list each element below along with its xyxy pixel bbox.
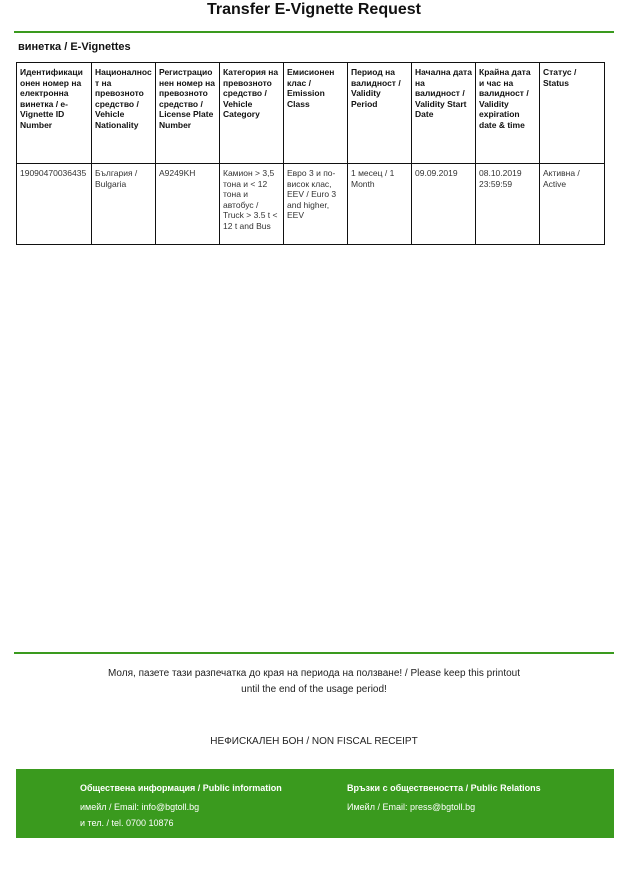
contact-footer xyxy=(16,769,614,838)
section-title: винетка / E-Vignettes xyxy=(18,41,131,53)
table-header-row xyxy=(17,63,605,164)
header-nationality: Националност на превозното средство / Vehicle Nationality xyxy=(92,63,156,164)
cell-id-number: 19090470036435 xyxy=(17,164,92,245)
cell-plate-number: A9249KH xyxy=(156,164,220,245)
header-status: Статус / Status xyxy=(540,63,605,164)
public-info-block xyxy=(80,783,282,831)
footer-divider xyxy=(14,652,614,654)
keep-printout-notice: Моля, пазете тази разпечатка до края на периода на ползване! / Please keep this printout until the end of the usage period! xyxy=(107,668,521,695)
header-category: Категория на превозното средство / Vehicle Category xyxy=(220,63,284,164)
header-expiration: Крайна дата и час на валидност / Validity expiration date & time xyxy=(476,63,540,164)
public-info-phone[interactable]: и тел. / tel. 0700 10876 xyxy=(80,818,174,828)
public-relations-heading: Връзки с обществеността / Public Relations xyxy=(347,783,541,793)
cell-expiration: 08.10.2019 23:59:59 xyxy=(476,164,540,245)
cell-category: Камион > 3,5 тона и < 12 тона и автобус / Truck > 3.5 t < 12 t and Bus xyxy=(220,164,284,245)
cell-status: Активна / Active xyxy=(540,164,605,245)
cell-validity-period: 1 месец / 1 Month xyxy=(348,164,412,245)
cell-nationality: България / Bulgaria xyxy=(92,164,156,245)
header-plate-number: Регистрационен номер на превозното средство / License Plate Number xyxy=(156,63,220,164)
header-emission-class: Емисионен клас / Emission Class xyxy=(284,63,348,164)
cell-start-date: 09.09.2019 xyxy=(412,164,476,245)
table-row xyxy=(17,164,605,245)
vignette-table xyxy=(16,62,605,245)
public-relations-email[interactable]: Имейл / Email: press@bgtoll.bg xyxy=(347,802,476,812)
public-info-heading: Обществена информация / Public information xyxy=(80,783,282,793)
non-fiscal-receipt-label: НЕФИСКАЛЕН БОН / NON FISCAL RECEIPT xyxy=(210,736,418,747)
page-title: Transfer E-Vignette Request xyxy=(207,1,421,18)
header-divider xyxy=(14,31,614,33)
header-validity-period: Период на валидност / Validity Period xyxy=(348,63,412,164)
public-relations-block xyxy=(347,783,541,815)
header-start-date: Начална дата на валидност / Validity Start Date xyxy=(412,63,476,164)
cell-emission-class: Евро 3 и по-висок клас, EEV / Euro 3 and higher, EEV xyxy=(284,164,348,245)
public-info-email[interactable]: имейл / Email: info@bgtoll.bg xyxy=(80,802,200,812)
header-id-number: Идентификационен номер на електронна винетка / e-Vignette ID Number xyxy=(17,63,92,164)
